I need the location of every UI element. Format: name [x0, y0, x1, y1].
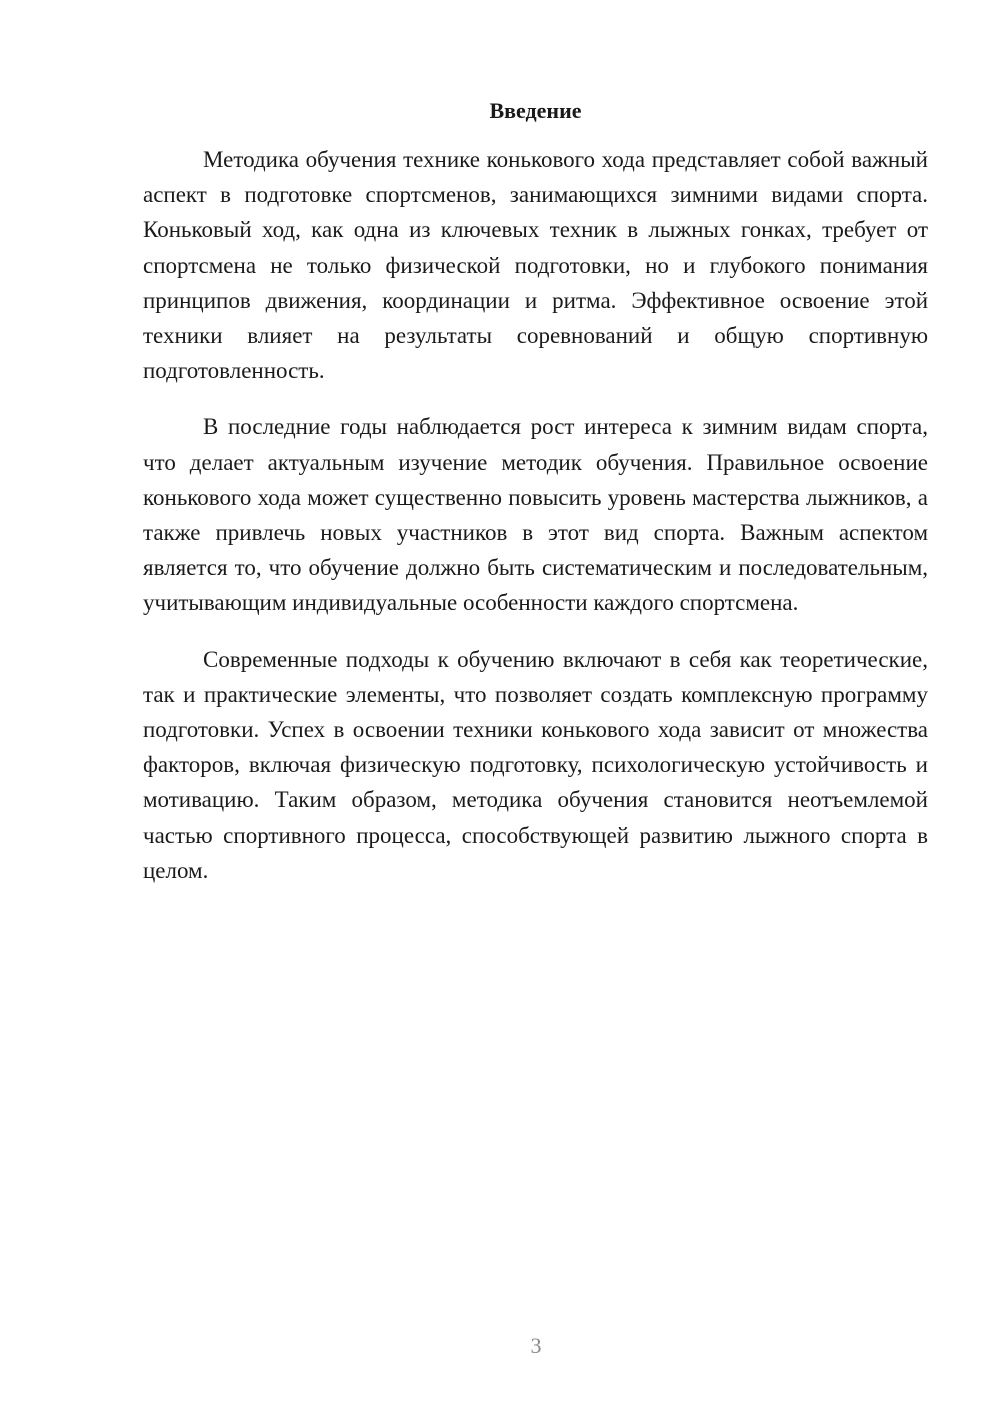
body-text — [143, 142, 928, 909]
paragraph-1: Методика обучения технике конькового хода представляет собой важный аспект в подготовке спортсменов, занимающихся зимними видами спорта. Коньковый ход, как одна из ключевых техник в лыжных гонках, требует от спортсмена не только физической подготовки, но и глубокого понимания принципов движения, координации и ритма. Эффективное освоение этой техники влияет на результаты соревнований и общую спортивную подготовленность. — [143, 147, 928, 384]
paragraph-3: Современные подходы к обучению включают в себя как теоретические, так и практические элементы, что позволяет создать комплексную программу подготовки. Успех в освоении техники конькового хода зависит от множества факторов, включая физическую подготовку, психологическую устойчивость и мотивацию. Таким образом, методика обучения становится неотъемлемой частью спортивного процесса, способствующей развитию лыжного спорта в целом. — [143, 646, 928, 883]
paragraph-2: В последние годы наблюдается рост интереса к зимним видам спорта, что делает актуальным изучение методик обучения. Правильное освоение конькового хода может существенно повысить уровень мастерства лыжников, а также привлечь новых участников в этот вид спорта. Важным аспектом является то, что обучение должно быть систематическим и последовательным, учитывающим индивидуальные особенности каждого спортсмена. — [143, 414, 928, 616]
section-title: Введение — [489, 98, 582, 123]
page-number: 3 — [530, 1333, 542, 1358]
